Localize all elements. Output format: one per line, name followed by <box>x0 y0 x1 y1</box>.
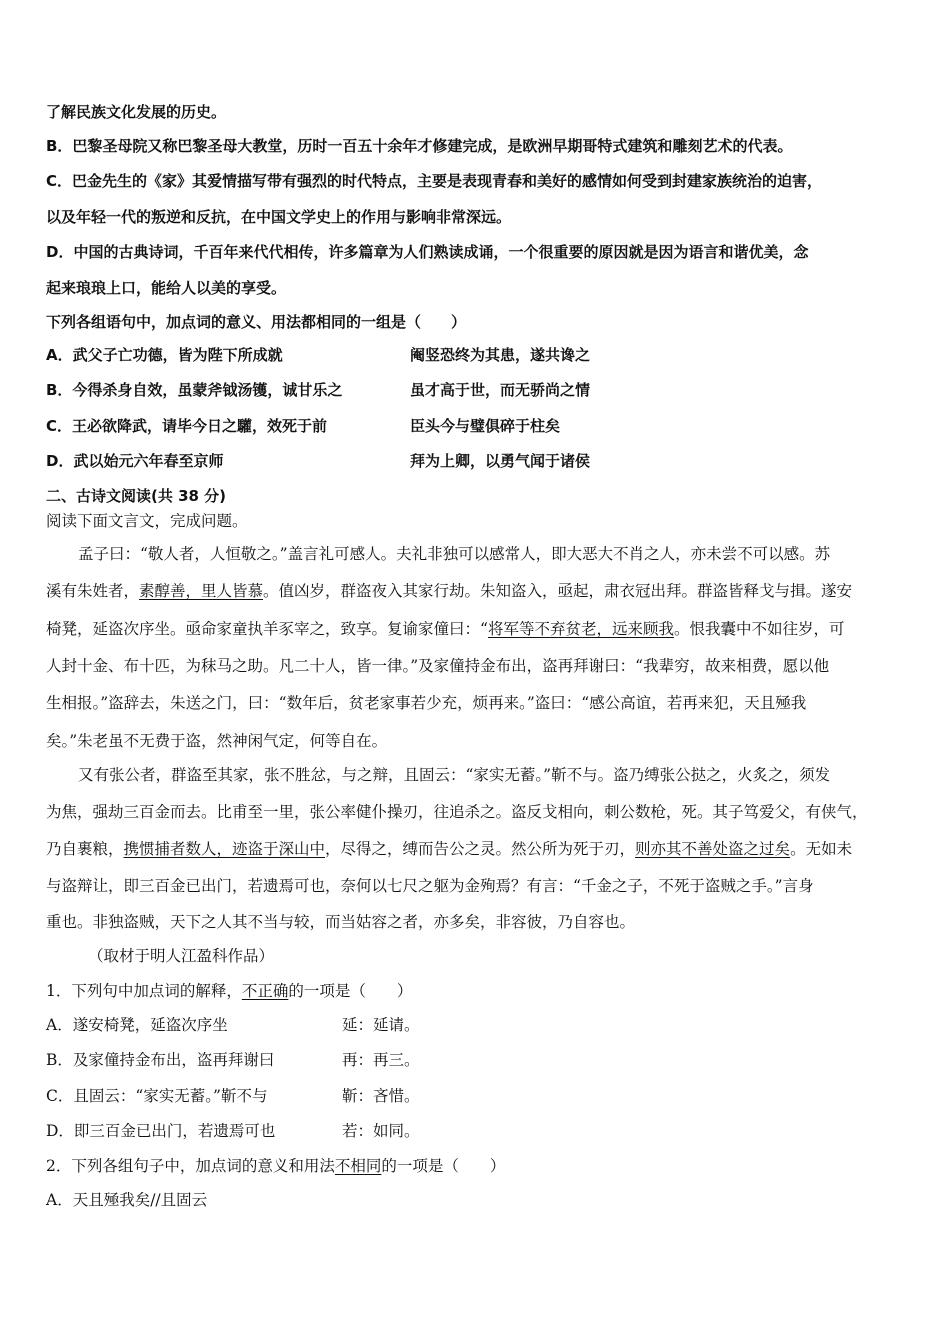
option-a-continuation: 了解民族文化发展的历史。 <box>46 103 227 121</box>
passage-source: （取材于明人江盈科作品） <box>88 947 275 965</box>
option-d-line2: 起来琅琅上口，能给人以美的享受。 <box>46 279 287 297</box>
q1-option-a: A．遂安椅凳，延盗次序坐 <box>46 1016 228 1034</box>
q1-option-d: D．即三百金已出门，若遗焉可也 <box>46 1122 276 1140</box>
option-c-line2: 以及年轻一代的叛逆和反抗，在中国文学史上的作用与影响非常深远。 <box>46 208 512 226</box>
q1-option-c-gloss: 靳：吝惜。 <box>342 1087 420 1105</box>
passage-p1-line6: 矣。”朱老虽不无费于盗，然神闲气定，何等自在。 <box>46 732 388 750</box>
passage-p2-line4: 与盗辩让，即三百金已出门，若遗焉可也，奈何以七尺之躯为金殉焉？有言：“千金之子，不死于盗贼之手。”言身 <box>46 877 814 895</box>
passage-p1-line5: 生相报。”盗辞去，朱送之门，曰：“数年后，贫老家事若少充，烦再来。”盗曰：“感公高谊，若再来犯，天且殛我 <box>46 694 807 712</box>
underlined-keyword: 不正确 <box>241 982 289 1000</box>
q1-option-b: B．及家僮持金布出，盗再拜谢曰 <box>46 1051 275 1069</box>
choice-b-left: B．今得杀身自效，虽蒙斧钺汤镬，诚甘乐之 <box>46 381 343 399</box>
q1-option-b-gloss: 再：再三。 <box>342 1051 420 1069</box>
underlined-phrase: 将军等不弃贫老，远来顾我 <box>487 620 674 638</box>
q2-stem: 2．下列各组句子中，加点词的意义和用法不相同的一项是（ ） <box>46 1157 506 1175</box>
underlined-phrase: 携惯捕者数人，迹盗于深山中 <box>123 840 326 858</box>
underlined-phrase: 素醇善，里人皆慕 <box>139 582 264 600</box>
underlined-keyword: 不相同 <box>334 1157 382 1175</box>
section-title: 二、古诗文阅读(共 38 分) <box>46 487 227 505</box>
passage-p2-line5: 重也。非独盗贼，天下之人其不当与较，而当姑容之者，亦多矣，非容彼，乃自容也。 <box>46 913 636 931</box>
choice-b-right: 虽才高于世，而无骄尚之情 <box>410 381 591 399</box>
q1-option-d-gloss: 若：如同。 <box>342 1122 420 1140</box>
passage-p1-line3: 椅凳，延盗次序坐。亟命家童执羊豕宰之，致享。复谕家僮曰：“将军等不弃贫老，远来顾我。恨我囊中不如往岁，可 <box>46 620 845 638</box>
passage-p2-line1: 又有张公者，群盗至其家，张不胜忿，与之辩，且固云：“家实无蓄。”靳不与。盗乃缚张公挞之，火炙之，须发 <box>78 766 831 784</box>
choice-a-right: 阉竖恐终为其患，遂共谗之 <box>410 346 591 364</box>
q1-option-c: C．且固云：“家实无蓄。”靳不与 <box>46 1087 268 1105</box>
q2-option-a: A．天且殛我矣//且固云 <box>46 1191 208 1209</box>
choice-d-left: D．武以始元六年春至京师 <box>46 452 224 470</box>
section-instruction: 阅读下面文言文，完成问题。 <box>46 512 248 530</box>
choice-a-left: A．武父子亡功德，皆为陛下所成就 <box>46 346 283 364</box>
option-b: B．巴黎圣母院又称巴黎圣母大教堂，历时一百五十余年才修建完成，是欧洲早期哥特式建筑和雕刻艺术的代表。 <box>46 137 793 155</box>
option-d-line1: D．中国的古典诗词，千百年来代代相传，许多篇章为人们熟读成诵，一个很重要的原因就是因为语言和谐优美，念 <box>46 243 809 261</box>
passage-p2-line3: 乃自裹粮，携惯捕者数人，迹盗于深山中，尽得之，缚而告公之灵。然公所为死于刃，则亦其不善处盗之过矣。无如未 <box>46 840 853 858</box>
q1-stem: 1．下列句中加点词的解释，不正确的一项是（ ） <box>46 982 413 1000</box>
underlined-phrase: 则亦其不善处盗之过矣 <box>635 840 791 858</box>
option-c-line1: C．巴金先生的《家》其爱情描写带有强烈的时代特点，主要是表现青春和美好的感情如何受到封建家族统治的迫害， <box>46 172 823 190</box>
choice-d-right: 拜为上卿，以勇气闻于诸侯 <box>410 452 591 470</box>
passage-p1-line4: 人封十金、布十匹，为秣马之助。凡二十人，皆一律。”及家僮持金布出，盗再拜谢曰：“我辈穷，故来相费，愿以他 <box>46 657 830 675</box>
q1-option-a-gloss: 延：延请。 <box>342 1016 420 1034</box>
passage-p1-line2: 溪有朱姓者，素醇善，里人皆慕。值凶岁，群盗夜入其家行劫。朱知盗入，亟起，肃衣冠出拜。群盗皆释戈与揖。遂安 <box>46 582 853 600</box>
passage-p2-line2: 为焦，强劫三百金而去。比甫至一里，张公率健仆操刃，往追杀之。盗反戈相向，刺公数枪，死。其子笃爱父，有侠气， <box>46 803 868 821</box>
choice-c-right: 臣头今与璧俱碎于柱矣 <box>410 417 561 435</box>
choice-c-left: C．王必欲降武，请毕今日之驩，效死于前 <box>46 417 328 435</box>
passage-p1-line1: 孟子曰：“敬人者，人恒敬之。”盖言礼可感人。夫礼非独可以感常人，即大恶大不肖之人，亦未尝不可以感。苏 <box>78 545 831 563</box>
question-stem: 下列各组语句中，加点词的意义、用法都相同的一组是（ ） <box>46 313 467 331</box>
